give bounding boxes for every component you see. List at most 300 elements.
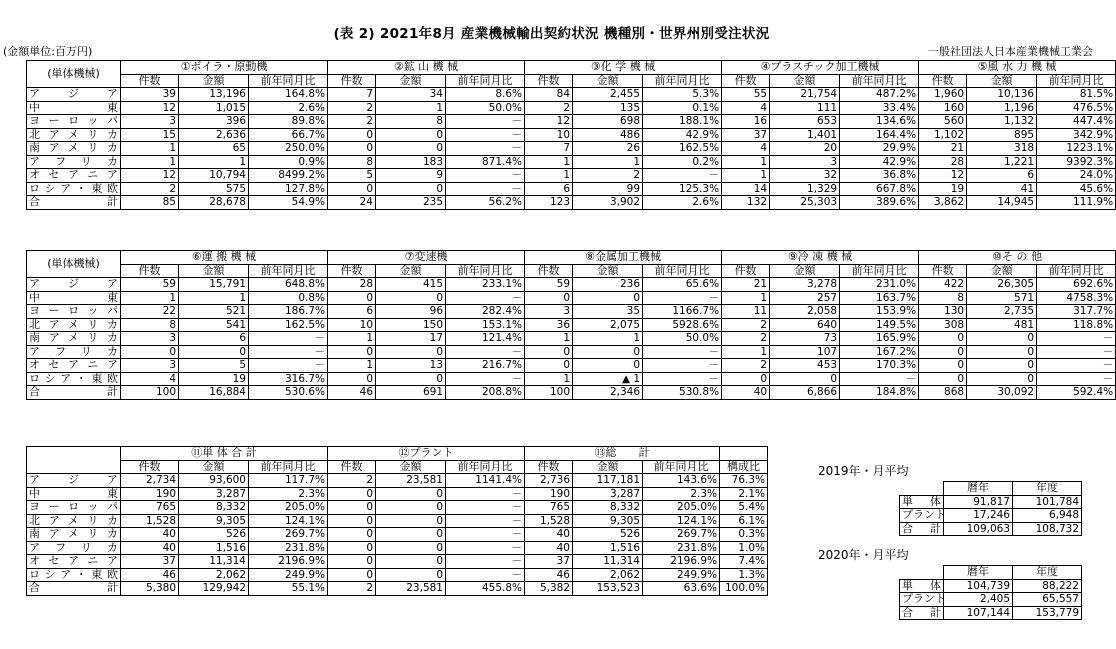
table-cell: 0 (376, 487, 446, 501)
table-cell: － (446, 182, 525, 196)
table-cell: 54.9% (249, 196, 328, 210)
table-cell: － (446, 115, 525, 129)
table-cell: 28,678 (179, 196, 249, 210)
table-cell: 50.0% (446, 101, 525, 115)
avg-cell: 109,063 (944, 522, 1013, 536)
region-label: 北アメリカ (27, 514, 121, 528)
sub-header: 件数 (919, 74, 967, 88)
table-cell: 0 (179, 345, 249, 359)
table-cell: － (446, 128, 525, 142)
region-label: ア ジ ア (27, 474, 121, 488)
region-label: 中 東 (27, 101, 121, 115)
table-cell: 22 (121, 305, 179, 319)
table-cell: 65.6% (643, 278, 722, 292)
table-cell: 269.7% (643, 528, 720, 542)
table-cell: 6 (967, 169, 1037, 183)
avg-header-row (900, 482, 1082, 496)
table-cell: 45.6% (1037, 182, 1116, 196)
table-cell: 0 (376, 372, 446, 386)
table-cell: 1,960 (919, 88, 967, 102)
table-cell: 1 (722, 155, 770, 169)
table-cell: 29.9% (840, 142, 919, 156)
table-cell: 6,866 (770, 386, 840, 400)
table-cell: 0 (376, 568, 446, 582)
table-cell: 342.9% (1037, 128, 1116, 142)
table-cell: 34 (376, 88, 446, 102)
table-row (27, 568, 768, 582)
sub-header: 前年同月比 (446, 460, 525, 474)
region-label: 南アメリカ (27, 332, 121, 346)
table-cell: 160 (919, 101, 967, 115)
table-cell: 21 (919, 142, 967, 156)
table-row (27, 332, 1116, 346)
table-cell: － (446, 169, 525, 183)
table-cell: 3 (121, 359, 179, 373)
table-cell: 0 (376, 291, 446, 305)
sub-header: 金額 (179, 264, 249, 278)
sub-header: 前年同月比 (1037, 74, 1116, 88)
table-cell: 25,303 (770, 196, 840, 210)
sub-header: 前年同月比 (840, 74, 919, 88)
table-cell: 0 (376, 182, 446, 196)
sub-header: 件数 (121, 264, 179, 278)
table-cell: 765 (121, 501, 179, 515)
table-cell: － (446, 528, 525, 542)
table-cell: 476.5% (1037, 101, 1116, 115)
table-cell: 2 (573, 169, 643, 183)
table-cell: 282.4% (446, 305, 525, 319)
table-cell: 46 (525, 568, 573, 582)
share-cell: 1.0% (720, 541, 768, 555)
table-cell: 167.2% (840, 345, 919, 359)
table-cell: 0 (376, 528, 446, 542)
table-row (27, 582, 768, 596)
table-cell: 1 (525, 372, 573, 386)
avg-corner (900, 482, 944, 496)
table-cell: 28 (328, 278, 376, 292)
table-cell: 9 (376, 169, 446, 183)
table-cell: 37 (121, 555, 179, 569)
table-cell: 0 (328, 541, 376, 555)
table-cell: 3,902 (573, 196, 643, 210)
table-cell: 0 (328, 345, 376, 359)
table-cell: 10 (328, 318, 376, 332)
table-cell: 2,062 (573, 568, 643, 582)
table-cell: 575 (179, 182, 249, 196)
sub-header: 前年同月比 (446, 264, 525, 278)
table-cell: － (446, 501, 525, 515)
table-cell: 135 (573, 101, 643, 115)
table-cell: － (1037, 332, 1116, 346)
table-cell: 526 (179, 528, 249, 542)
group-header: ⑤風 水 力 機 械 (919, 61, 1116, 75)
region-label: 南アメリカ (27, 528, 121, 542)
sub-header: 前年同月比 (249, 264, 328, 278)
table-row (27, 196, 1116, 210)
table-cell: 0 (525, 291, 573, 305)
table-cell: 0 (722, 372, 770, 386)
table-cell: 89.8% (249, 115, 328, 129)
table-cell: 1 (179, 155, 249, 169)
table-cell: 11,314 (573, 555, 643, 569)
table-cell: 667.8% (840, 182, 919, 196)
avg-row-label: 単体 (900, 579, 944, 593)
table-cell: 26 (573, 142, 643, 156)
sub-header: 金額 (376, 264, 446, 278)
group-header: ⑧金属加工機械 (525, 251, 722, 265)
avg-col-header: 年度 (1013, 566, 1082, 580)
table-cell: 2,346 (573, 386, 643, 400)
table-cell: 5928.6% (643, 318, 722, 332)
table-cell: 2 (328, 101, 376, 115)
table-cell: 13,196 (179, 88, 249, 102)
table-cell: 170.3% (840, 359, 919, 373)
table-cell: 2,735 (967, 305, 1037, 319)
table-cell: 2 (722, 332, 770, 346)
avg-col-header: 暦年 (944, 482, 1013, 496)
table-cell: 0 (573, 345, 643, 359)
table-cell: － (446, 568, 525, 582)
table-cell: 0 (376, 555, 446, 569)
table-cell: 0 (328, 182, 376, 196)
table-cell: 184.8% (840, 386, 919, 400)
table-cell: 0 (328, 528, 376, 542)
sub-header: 金額 (573, 264, 643, 278)
table-cell: 1 (121, 155, 179, 169)
region-label: アフリカ (27, 345, 121, 359)
group-header-row (27, 61, 1116, 75)
table-cell: 59 (525, 278, 573, 292)
avg-row-label: 単体 (900, 495, 944, 509)
table-cell: 9392.3% (1037, 155, 1116, 169)
sub-header: 金額 (376, 74, 446, 88)
group-header: ④プラスチック加工機械 (722, 61, 919, 75)
table-cell: 521 (179, 305, 249, 319)
table-cell: 111 (770, 101, 840, 115)
table-cell: 0 (573, 291, 643, 305)
table-cell: 42.9% (643, 128, 722, 142)
avg-row-label: 合計 (900, 522, 944, 536)
table-cell: 39 (121, 88, 179, 102)
table-cell: 0 (967, 345, 1037, 359)
table-cell: 3,287 (573, 487, 643, 501)
sub-header: 金額 (770, 74, 840, 88)
avg-table (899, 565, 1082, 620)
avg-cell: 107,144 (944, 606, 1013, 620)
table-cell: 50.0% (643, 332, 722, 346)
table-cell: 0 (328, 128, 376, 142)
table-cell: 2.3% (643, 487, 720, 501)
table-cell: 16,884 (179, 386, 249, 400)
table-cell: 107 (770, 345, 840, 359)
table-cell: 0 (328, 142, 376, 156)
table-row (27, 88, 1116, 102)
table-cell: 0 (328, 487, 376, 501)
table-row (27, 182, 1116, 196)
table-cell: 4 (722, 142, 770, 156)
sub-header: 件数 (121, 460, 179, 474)
table-cell: 2196.9% (643, 555, 720, 569)
sub-header: 金額 (179, 460, 249, 474)
table-row (27, 359, 1116, 373)
table-cell: 1,221 (967, 155, 1037, 169)
table-cell: 1 (573, 155, 643, 169)
table-cell: 455.8% (446, 582, 525, 596)
table-cell: 205.0% (643, 501, 720, 515)
table-cell: 163.7% (840, 291, 919, 305)
avg-row (900, 522, 1082, 536)
table-cell: 1 (328, 359, 376, 373)
table-row (27, 474, 768, 488)
table-cell: 12 (919, 169, 967, 183)
table-cell: 10,794 (179, 169, 249, 183)
table-cell: 8,332 (179, 501, 249, 515)
table-cell: 15,791 (179, 278, 249, 292)
table-cell: 19 (179, 372, 249, 386)
table-cell: 8 (376, 115, 446, 129)
region-label: オセアニア (27, 169, 121, 183)
table-cell: 46 (121, 568, 179, 582)
table-cell: 84 (525, 88, 573, 102)
table-cell: 1 (525, 169, 573, 183)
table-cell: 10,136 (967, 88, 1037, 102)
sub-header: 件数 (722, 74, 770, 88)
table-cell: 23,581 (376, 582, 446, 596)
sub-header: 前年同月比 (249, 74, 328, 88)
table-cell: 111.9% (1037, 196, 1116, 210)
table-cell: 0 (967, 359, 1037, 373)
region-label: 北アメリカ (27, 318, 121, 332)
table-cell: 124.1% (643, 514, 720, 528)
table-cell: － (643, 291, 722, 305)
table-row (27, 128, 1116, 142)
table-cell: － (249, 345, 328, 359)
table-cell: 150 (376, 318, 446, 332)
table-row (27, 142, 1116, 156)
table-cell: 0 (919, 372, 967, 386)
table-cell: 530.6% (249, 386, 328, 400)
table-cell: 530.8% (643, 386, 722, 400)
table-cell: 389.6% (840, 196, 919, 210)
sub-header: 前年同月比 (840, 264, 919, 278)
table-cell: 164.4% (840, 128, 919, 142)
table-cell: 12 (121, 169, 179, 183)
table-cell: － (249, 332, 328, 346)
sub-header: 前年同月比 (249, 460, 328, 474)
table-cell: － (446, 541, 525, 555)
table-cell: 1,196 (967, 101, 1037, 115)
table-cell: 5,380 (121, 582, 179, 596)
table-row (27, 514, 768, 528)
table-cell: 2,455 (573, 88, 643, 102)
table-cell: 0 (376, 142, 446, 156)
table-cell: 5.3% (643, 88, 722, 102)
unit-label: (金額単位:百万円) (3, 45, 93, 58)
table-cell: 653 (770, 115, 840, 129)
table-cell: 7 (328, 88, 376, 102)
table-cell: 1 (179, 291, 249, 305)
table-cell: － (446, 345, 525, 359)
region-label: 合 計 (27, 386, 121, 400)
sub-header: 前年同月比 (643, 74, 722, 88)
table-cell: 453 (770, 359, 840, 373)
table-cell: 2 (722, 318, 770, 332)
table-single-machines-1 (26, 60, 1116, 210)
table-cell: 124.1% (249, 514, 328, 528)
avg-2020-caption: 2020年・月平均 (818, 548, 909, 562)
table-cell: 153.1% (446, 318, 525, 332)
group-header: ③化 学 機 械 (525, 61, 722, 75)
table-cell: 4758.3% (1037, 291, 1116, 305)
table-cell: 1 (722, 169, 770, 183)
table-cell: 765 (525, 501, 573, 515)
avg-cell: 6,948 (1013, 509, 1082, 523)
table-cell: 117,181 (573, 474, 643, 488)
table-cell: 308 (919, 318, 967, 332)
table-cell: 692.6% (1037, 278, 1116, 292)
table-cell: 233.1% (446, 278, 525, 292)
table-row (27, 155, 1116, 169)
table-cell: 3,862 (919, 196, 967, 210)
table-cell: 118.8% (1037, 318, 1116, 332)
avg-cell: 17,246 (944, 509, 1013, 523)
table-cell: 23,581 (376, 474, 446, 488)
table-cell: 40 (525, 541, 573, 555)
table-cell: 871.4% (446, 155, 525, 169)
corner-label: (単体機械) (27, 61, 121, 88)
table-cell: 134.6% (840, 115, 919, 129)
region-label: ヨーロッパ (27, 115, 121, 129)
table-cell: 0 (770, 372, 840, 386)
avg-cell: 153,779 (1013, 606, 1082, 620)
table-cell: 11 (722, 305, 770, 319)
table-cell: 0 (328, 372, 376, 386)
group-header: ⑪単 体 合 計 (121, 447, 328, 461)
table-cell: 269.7% (249, 528, 328, 542)
table-cell: ▲ 1 (573, 372, 643, 386)
table-cell: 236 (573, 278, 643, 292)
table-cell: 190 (525, 487, 573, 501)
table-cell: － (643, 169, 722, 183)
sub-header: 金額 (179, 74, 249, 88)
table-cell: 153,523 (573, 582, 643, 596)
corner-label: (単体機械) (27, 251, 121, 278)
table-cell: 2,062 (179, 568, 249, 582)
table-cell: 2.3% (249, 487, 328, 501)
share-cell: 76.3% (720, 474, 768, 488)
table-cell: 41 (967, 182, 1037, 196)
table-cell: 0 (967, 372, 1037, 386)
sub-header: 件数 (121, 74, 179, 88)
table-cell: 125.3% (643, 182, 722, 196)
table-cell: 486 (573, 128, 643, 142)
table-cell: － (1037, 345, 1116, 359)
table-cell: 3,278 (770, 278, 840, 292)
table-cell: 2.6% (643, 196, 722, 210)
share-header-top (720, 447, 768, 461)
table-cell: 481 (967, 318, 1037, 332)
table-cell: 2,636 (179, 128, 249, 142)
avg-row-label: プラント (900, 593, 944, 607)
table-cell: 81.5% (1037, 88, 1116, 102)
sub-header: 金額 (376, 460, 446, 474)
table-cell: － (446, 372, 525, 386)
group-header: ⑨冷 凍 機 械 (722, 251, 919, 265)
table-cell: 1 (525, 155, 573, 169)
table-cell: 0 (376, 541, 446, 555)
table-cell: 165.9% (840, 332, 919, 346)
table-cell: 2,058 (770, 305, 840, 319)
table-cell: 396 (179, 115, 249, 129)
table-cell: 541 (179, 318, 249, 332)
table-cell: 164.8% (249, 88, 328, 102)
table-cell: 153.9% (840, 305, 919, 319)
table-cell: 0 (919, 332, 967, 346)
table-cell: 14,945 (967, 196, 1037, 210)
avg-cell: 104,739 (944, 579, 1013, 593)
table-cell: 1223.1% (1037, 142, 1116, 156)
table-cell: 1 (722, 291, 770, 305)
table-cell: 8 (919, 291, 967, 305)
avg-row-label: プラント (900, 509, 944, 523)
sub-header: 件数 (722, 264, 770, 278)
avg-2020-table (899, 565, 1082, 620)
group-header: ⑬総 計 (525, 447, 720, 461)
table-cell: 4 (121, 372, 179, 386)
table-cell: 1,102 (919, 128, 967, 142)
table-cell: 231.8% (249, 541, 328, 555)
table-cell: 698 (573, 115, 643, 129)
region-label: ア ジ ア (27, 278, 121, 292)
table-cell: 560 (919, 115, 967, 129)
table-cell: 1 (573, 332, 643, 346)
group-header: ①ボイラ・原動機 (121, 61, 328, 75)
table-cell: 205.0% (249, 501, 328, 515)
table-cell: － (840, 372, 919, 386)
group-header-row (27, 447, 768, 461)
table-cell: 30,092 (967, 386, 1037, 400)
table-cell: 55 (722, 88, 770, 102)
table-cell: 12 (525, 115, 573, 129)
table-cell: 14 (722, 182, 770, 196)
table-cell: 1,015 (179, 101, 249, 115)
table-cell: 5 (328, 169, 376, 183)
table-cell: 0 (328, 501, 376, 515)
table-cell: 6 (179, 332, 249, 346)
table-cell: － (1037, 359, 1116, 373)
table-cell: 21,754 (770, 88, 840, 102)
table-cell: 28 (919, 155, 967, 169)
sub-header: 前年同月比 (643, 460, 720, 474)
data-table (26, 446, 768, 596)
region-label: アフリカ (27, 541, 121, 555)
table-cell: 895 (967, 128, 1037, 142)
table-cell: 691 (376, 386, 446, 400)
sub-header: 金額 (967, 264, 1037, 278)
avg-col-header: 年度 (1013, 482, 1082, 496)
table-cell: 250.0% (249, 142, 328, 156)
organization-name: 一般社団法人日本産業機械工業会 (928, 45, 1093, 58)
table-cell: 2,734 (121, 474, 179, 488)
table-cell: 123 (525, 196, 573, 210)
table-cell: 5 (179, 359, 249, 373)
table-cell: － (643, 372, 722, 386)
table-cell: 316.7% (249, 372, 328, 386)
table-cell: 0 (376, 514, 446, 528)
table-cell: 9,305 (573, 514, 643, 528)
table-cell: 1,329 (770, 182, 840, 196)
table-cell: 0 (919, 345, 967, 359)
